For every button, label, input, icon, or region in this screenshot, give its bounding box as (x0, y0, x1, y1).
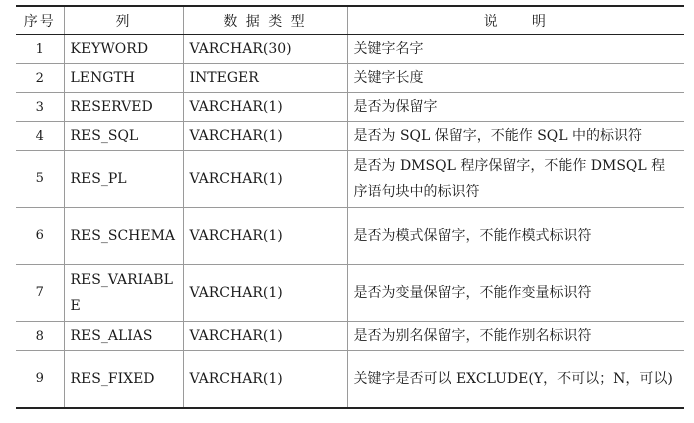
cell-type: VARCHAR(1) (183, 351, 347, 409)
cell-desc: 是否为保留字 (347, 93, 684, 122)
cell-desc: 是否为 SQL 保留字，不能作 SQL 中的标识符 (347, 122, 684, 151)
cell-column: LENGTH (64, 64, 183, 93)
cell-column: RESERVED (64, 93, 183, 122)
cell-desc: 是否为模式保留字，不能作模式标识符 (347, 208, 684, 265)
cell-type: VARCHAR(1) (183, 93, 347, 122)
cell-type: VARCHAR(1) (183, 151, 347, 208)
table-row (16, 208, 684, 265)
cell-no: 6 (16, 208, 64, 265)
cell-type: VARCHAR(1) (183, 122, 347, 151)
cell-no: 1 (16, 35, 64, 64)
cell-desc: 是否为变量保留字，不能作变量标识符 (347, 265, 684, 322)
cell-no: 9 (16, 351, 64, 409)
cell-type: INTEGER (183, 64, 347, 93)
cell-no: 7 (16, 265, 64, 322)
cell-desc: 关键字长度 (347, 64, 684, 93)
cell-column: RES_PL (64, 151, 183, 208)
table-row (16, 322, 684, 351)
cell-type: VARCHAR(30) (183, 35, 347, 64)
cell-desc: 关键字名字 (347, 35, 684, 64)
cell-no: 8 (16, 322, 64, 351)
cell-desc: 关键字是否可以 EXCLUDE(Y，不可以；N，可以) (347, 351, 684, 409)
table-row (16, 151, 684, 208)
cell-column: RES_SCHEMA (64, 208, 183, 265)
table-row (16, 35, 684, 64)
cell-no: 4 (16, 122, 64, 151)
cell-desc: 是否为 DMSQL 程序保留字，不能作 DMSQL 程序语句块中的标识符 (347, 151, 684, 208)
cell-type: VARCHAR(1) (183, 265, 347, 322)
table-row (16, 351, 684, 409)
keyword-table (16, 5, 684, 409)
header-type: 数 据 类 型 (183, 6, 347, 35)
table-row (16, 265, 684, 322)
table-row (16, 93, 684, 122)
header-row (16, 6, 684, 35)
cell-column: RES_ALIAS (64, 322, 183, 351)
cell-type: VARCHAR(1) (183, 208, 347, 265)
table-row (16, 122, 684, 151)
cell-type: VARCHAR(1) (183, 322, 347, 351)
cell-no: 5 (16, 151, 64, 208)
cell-no: 3 (16, 93, 64, 122)
table-row (16, 64, 684, 93)
cell-column: RES_SQL (64, 122, 183, 151)
cell-desc: 是否为别名保留字，不能作别名标识符 (347, 322, 684, 351)
cell-column: RES_VARIABLE (64, 265, 183, 322)
header-no: 序号 (16, 6, 64, 35)
cell-column: KEYWORD (64, 35, 183, 64)
header-desc: 说 明 (347, 6, 684, 35)
cell-column: RES_FIXED (64, 351, 183, 409)
cell-no: 2 (16, 64, 64, 93)
header-column: 列 (64, 6, 183, 35)
